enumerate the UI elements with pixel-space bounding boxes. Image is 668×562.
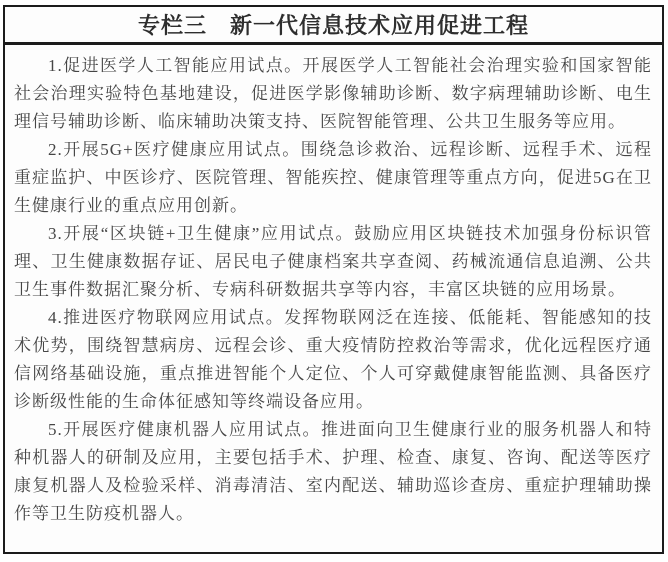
paragraph-5: 5.开展医疗健康机器人应用试点。推进面向卫生健康行业的服务机器人和特种机器人的研制及应用，主要包括手术、护理、检查、康复、咨询、配送等医疗康复机器人及检验采样、消毒清洁、室内配送、辅助巡诊查房、重症护理辅助操作等卫生防疫机器人。 [14, 420, 652, 523]
paragraph-2: 2.开展5G+医疗健康应用试点。围绕急诊救治、远程诊断、远程手术、远程重症监护、中医诊疗、医院管理、智能疾控、健康管理等重点方向，促进5G在卫生健康行业的重点应用创新。 [14, 140, 652, 215]
feature-box-body [5, 45, 662, 534]
feature-box [3, 5, 664, 554]
paragraph-4: 4.推进医疗物联网应用试点。发挥物联网泛在连接、低能耗、智能感知的技术优势，围绕智慧病房、远程会诊、重大疫情防控救治等需求，优化远程医疗通信网络基础设施，重点推进智能个人定位、个人可穿戴健康智能监测、具备医疗诊断级性能的生命体征感知等终端设备应用。 [14, 308, 652, 411]
feature-box-title: 专栏三 新一代信息技术应用促进工程 [5, 7, 662, 45]
paragraph-3: 3.开展“区块链+卫生健康”应用试点。鼓励应用区块链技术加强身份标识管理、卫生健康数据存证、居民电子健康档案共享查阅、药械流通信息追溯、公共卫生事件数据汇聚分析、专病科研数据共享等内容，丰富区块链的应用场景。 [14, 224, 652, 299]
paragraph-1: 1.促进医学人工智能应用试点。开展医学人工智能社会治理实验和国家智能社会治理实验特色基地建设，促进医学影像辅助诊断、数字病理辅助诊断、电生理信号辅助诊断、临床辅助决策支持、医院智能管理、公共卫生服务等应用。 [14, 56, 652, 131]
